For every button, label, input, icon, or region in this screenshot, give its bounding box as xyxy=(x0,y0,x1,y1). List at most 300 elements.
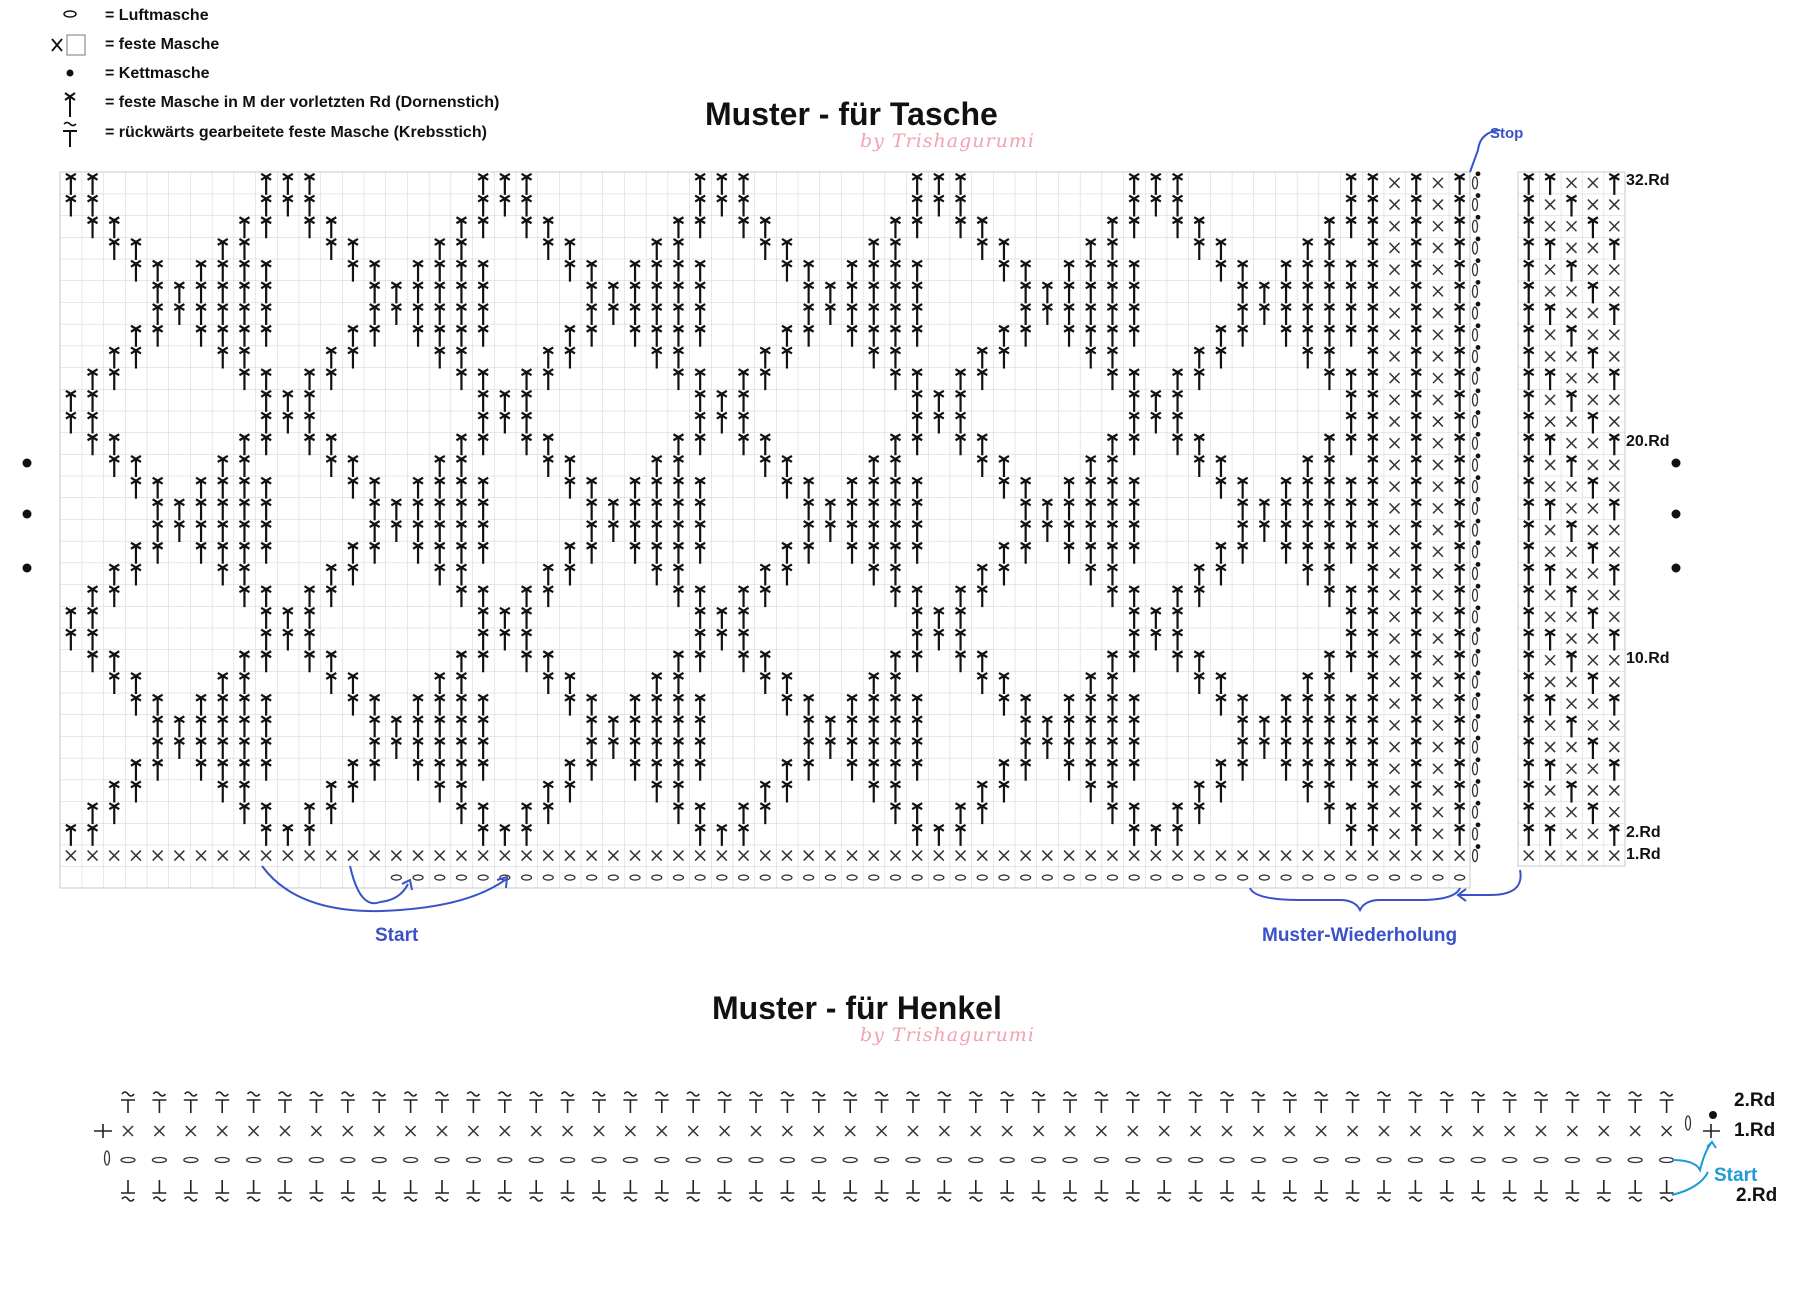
slip-stitch-mark xyxy=(1476,671,1481,676)
reverse-single-crochet-mark xyxy=(215,1180,229,1201)
side-dot xyxy=(1672,510,1681,519)
chain-mark xyxy=(1471,1158,1485,1163)
turn-stitch-mark xyxy=(1703,1124,1720,1138)
chain-mark xyxy=(1473,589,1478,601)
reverse-single-crochet-mark xyxy=(1660,1180,1674,1201)
single-crochet-mark xyxy=(971,1126,981,1136)
slip-stitch-mark xyxy=(1476,519,1481,524)
reverse-single-crochet-mark xyxy=(1377,1092,1391,1113)
chain-mark xyxy=(1473,806,1478,818)
reverse-single-crochet-mark xyxy=(1377,1180,1391,1201)
reverse-single-crochet-mark xyxy=(1220,1180,1234,1201)
chain-mark xyxy=(152,1158,166,1163)
reverse-single-crochet-mark xyxy=(875,1180,889,1201)
reverse-single-crochet-mark xyxy=(718,1180,732,1201)
reverse-single-crochet-mark xyxy=(561,1180,575,1201)
slip-stitch-mark xyxy=(1476,540,1481,545)
reverse-single-crochet-mark xyxy=(718,1092,732,1113)
slip-stitch-mark xyxy=(1476,388,1481,393)
chain-mark xyxy=(1473,784,1478,796)
side-dot xyxy=(23,459,32,468)
reverse-single-crochet-mark xyxy=(1283,1092,1297,1113)
single-crochet-mark xyxy=(531,1126,541,1136)
single-crochet-mark xyxy=(1442,1126,1452,1136)
reverse-single-crochet-mark xyxy=(937,1092,951,1113)
single-crochet-mark xyxy=(1159,1126,1169,1136)
chain-mark xyxy=(498,1158,512,1163)
single-crochet-mark xyxy=(688,1126,698,1136)
handle-chart-byline: by Trishagurumi xyxy=(860,1024,1035,1046)
chain-mark xyxy=(1473,459,1478,471)
chain-mark xyxy=(655,1158,669,1163)
chain-mark xyxy=(1597,1158,1611,1163)
reverse-single-crochet-mark xyxy=(1000,1180,1014,1201)
reverse-single-crochet-mark xyxy=(1000,1092,1014,1113)
single-crochet-mark xyxy=(1505,1126,1515,1136)
reverse-single-crochet-mark xyxy=(184,1180,198,1201)
row-label-10: 10.Rd xyxy=(1626,650,1670,667)
reverse-single-crochet-mark xyxy=(1408,1180,1422,1201)
single-crochet-mark xyxy=(343,1126,353,1136)
reverse-single-crochet-mark xyxy=(121,1092,135,1113)
bag-grid-main xyxy=(60,172,1470,888)
chain-mark xyxy=(906,1158,920,1163)
handle-row-label-2: 2.Rd xyxy=(1734,1090,1776,1111)
reverse-single-crochet-mark xyxy=(498,1092,512,1113)
reverse-single-crochet-mark xyxy=(906,1180,920,1201)
single-crochet-mark xyxy=(154,1126,164,1136)
chain-mark xyxy=(1473,546,1478,558)
reverse-single-crochet-mark xyxy=(1032,1092,1046,1113)
chain-mark xyxy=(529,1158,543,1163)
reverse-single-crochet-mark xyxy=(1628,1092,1642,1113)
chain-mark xyxy=(1314,1158,1328,1163)
chain-mark xyxy=(1473,741,1478,753)
reverse-single-crochet-mark xyxy=(435,1092,449,1113)
chain-mark xyxy=(309,1158,323,1163)
reverse-single-crochet-mark xyxy=(404,1180,418,1201)
chain-mark xyxy=(1032,1158,1046,1163)
single-crochet-mark xyxy=(594,1126,604,1136)
reverse-single-crochet-mark xyxy=(1503,1092,1517,1113)
single-crochet-mark xyxy=(311,1126,321,1136)
single-crochet-mark xyxy=(1034,1126,1044,1136)
reverse-single-crochet-mark xyxy=(435,1180,449,1201)
reverse-single-crochet-mark xyxy=(749,1092,763,1113)
single-crochet-mark xyxy=(1662,1126,1672,1136)
chain-mark xyxy=(1534,1158,1548,1163)
single-crochet-mark xyxy=(939,1126,949,1136)
single-crochet-mark xyxy=(908,1126,918,1136)
chain-mark xyxy=(1473,698,1478,710)
reverse-single-crochet-mark xyxy=(969,1180,983,1201)
slip-stitch-mark xyxy=(1709,1111,1717,1119)
chain-mark xyxy=(1473,676,1478,688)
chain-mark xyxy=(1628,1158,1642,1163)
chain-mark xyxy=(278,1158,292,1163)
chain-mark xyxy=(1473,850,1478,862)
chain-mark xyxy=(1473,437,1478,449)
reverse-single-crochet-mark xyxy=(247,1180,261,1201)
reverse-single-crochet-mark xyxy=(843,1092,857,1113)
reverse-single-crochet-mark xyxy=(152,1092,166,1113)
reverse-single-crochet-mark xyxy=(1094,1180,1108,1201)
reverse-single-crochet-mark xyxy=(1346,1092,1360,1113)
reverse-single-crochet-mark xyxy=(1314,1180,1328,1201)
single-crochet-mark xyxy=(374,1126,384,1136)
slip-stitch-mark xyxy=(1476,779,1481,784)
single-crochet-mark xyxy=(280,1126,290,1136)
chain-mark xyxy=(1473,567,1478,579)
chain-mark xyxy=(1220,1158,1234,1163)
reverse-single-crochet-mark xyxy=(1126,1180,1140,1201)
chain-mark xyxy=(718,1158,732,1163)
chain-mark xyxy=(1473,481,1478,493)
slip-stitch-mark xyxy=(1476,562,1481,567)
chain-mark xyxy=(1473,264,1478,276)
chain-mark xyxy=(1440,1158,1454,1163)
reverse-single-crochet-mark xyxy=(843,1180,857,1201)
chain-mark xyxy=(1473,394,1478,406)
slip-stitch-mark xyxy=(1476,801,1481,806)
single-crochet-mark xyxy=(1379,1126,1389,1136)
side-dot xyxy=(23,510,32,519)
single-crochet-mark xyxy=(1065,1126,1075,1136)
chain-mark xyxy=(749,1158,763,1163)
handle-chart-title: Muster - für Henkel xyxy=(712,990,1002,1026)
chain-mark xyxy=(1473,242,1478,254)
single-crochet-mark xyxy=(500,1126,510,1136)
single-crochet-mark xyxy=(1253,1126,1263,1136)
reverse-single-crochet-mark xyxy=(686,1180,700,1201)
handle-start-arrow-lower xyxy=(1672,1172,1708,1195)
row-label-20: 20.Rd xyxy=(1626,433,1670,450)
slip-stitch-mark xyxy=(1476,237,1481,242)
single-crochet-mark xyxy=(468,1126,478,1136)
legend-text: = Luftmasche xyxy=(105,7,209,24)
slip-stitch-mark xyxy=(1476,844,1481,849)
single-crochet-mark xyxy=(437,1126,447,1136)
single-crochet-mark xyxy=(217,1126,227,1136)
handle-start-arrow xyxy=(1672,1142,1716,1170)
chain-mark xyxy=(1473,828,1478,840)
slip-stitch-mark xyxy=(1476,822,1481,827)
reverse-single-crochet-mark xyxy=(1660,1092,1674,1113)
reverse-single-crochet-mark xyxy=(592,1180,606,1201)
reverse-single-crochet-mark xyxy=(247,1092,261,1113)
chain-mark xyxy=(812,1158,826,1163)
side-dot xyxy=(1672,459,1681,468)
reverse-single-crochet-mark xyxy=(1565,1092,1579,1113)
reverse-single-crochet-mark xyxy=(184,1092,198,1113)
single-crochet-mark xyxy=(1473,1126,1483,1136)
reverse-single-crochet-mark xyxy=(1471,1092,1485,1113)
reverse-single-crochet-mark xyxy=(309,1180,323,1201)
turn-stitch-mark xyxy=(94,1124,112,1138)
slip-stitch-mark xyxy=(1476,757,1481,762)
reverse-single-crochet-mark xyxy=(969,1092,983,1113)
side-dot xyxy=(1672,564,1681,573)
reverse-single-crochet-mark xyxy=(341,1092,355,1113)
single-crochet-mark xyxy=(1191,1126,1201,1136)
chain-mark xyxy=(1473,350,1478,362)
reverse-single-crochet-mark xyxy=(1471,1180,1485,1201)
repeat-label: Muster-Wiederholung xyxy=(1262,925,1458,946)
single-crochet-mark xyxy=(1222,1126,1232,1136)
reverse-single-crochet-mark xyxy=(623,1092,637,1113)
single-crochet-mark xyxy=(186,1126,196,1136)
reverse-single-crochet-mark xyxy=(341,1180,355,1201)
reverse-single-crochet-mark xyxy=(812,1092,826,1113)
slip-stitch-mark xyxy=(1476,410,1481,415)
chain-mark xyxy=(1377,1158,1391,1163)
single-crochet-mark xyxy=(720,1126,730,1136)
slip-stitch-mark xyxy=(1476,193,1481,198)
slip-stitch-mark xyxy=(1476,736,1481,741)
reverse-single-crochet-mark xyxy=(1157,1180,1171,1201)
chain-mark xyxy=(1565,1158,1579,1163)
reverse-single-crochet-mark xyxy=(749,1180,763,1201)
slip-stitch-mark xyxy=(1476,367,1481,372)
reverse-single-crochet-mark xyxy=(466,1092,480,1113)
single-crochet-mark xyxy=(1536,1126,1546,1136)
chain-mark xyxy=(875,1158,889,1163)
reverse-single-crochet-mark xyxy=(278,1092,292,1113)
legend-text: = rückwärts gearbeitete feste Masche (Krebsstich) xyxy=(105,124,487,141)
reverse-single-crochet-mark xyxy=(1063,1092,1077,1113)
reverse-single-crochet-mark xyxy=(780,1092,794,1113)
chain-mark xyxy=(1157,1158,1171,1163)
chain-mark xyxy=(1660,1158,1674,1163)
reverse-single-crochet-mark xyxy=(372,1092,386,1113)
chain-mark xyxy=(1473,199,1478,211)
chain-mark xyxy=(1000,1158,1014,1163)
reverse-single-crochet-mark xyxy=(937,1180,951,1201)
chain-mark xyxy=(105,1151,110,1165)
bag-chart-title: Muster - für Tasche xyxy=(705,96,998,132)
chain-mark xyxy=(1473,524,1478,536)
stop-arrow xyxy=(1470,130,1500,172)
single-crochet-mark xyxy=(1002,1126,1012,1136)
reverse-single-crochet-mark xyxy=(1534,1180,1548,1201)
single-crochet-mark xyxy=(751,1126,761,1136)
chain-mark xyxy=(1473,177,1478,189)
single-crochet-mark xyxy=(563,1126,573,1136)
chain-mark xyxy=(1094,1158,1108,1163)
reverse-single-crochet-mark xyxy=(1189,1092,1203,1113)
single-crochet-mark xyxy=(1096,1126,1106,1136)
chain-mark xyxy=(1473,719,1478,731)
reverse-single-crochet-mark xyxy=(466,1180,480,1201)
chain-mark xyxy=(1473,502,1478,514)
slip-stitch-mark xyxy=(1476,345,1481,350)
bag-chart-byline: by Trishagurumi xyxy=(860,130,1035,152)
reverse-single-crochet-mark xyxy=(1628,1180,1642,1201)
chain-mark xyxy=(247,1158,261,1163)
chain-mark xyxy=(341,1158,355,1163)
chain-mark xyxy=(1473,611,1478,623)
reverse-single-crochet-mark xyxy=(1251,1092,1265,1113)
reverse-single-crochet-mark xyxy=(1126,1092,1140,1113)
single-crochet-mark xyxy=(1630,1126,1640,1136)
single-crochet-mark xyxy=(782,1126,792,1136)
chain-mark xyxy=(1346,1158,1360,1163)
reverse-single-crochet-mark xyxy=(1063,1180,1077,1201)
chain-mark xyxy=(592,1158,606,1163)
reverse-single-crochet-mark xyxy=(152,1180,166,1201)
legend-text: = Kettmasche xyxy=(105,65,210,82)
reverse-single-crochet-mark xyxy=(1220,1092,1234,1113)
chain-mark xyxy=(1126,1158,1140,1163)
row-label-32: 32.Rd xyxy=(1626,172,1670,189)
single-crochet-mark xyxy=(1567,1126,1577,1136)
slip-stitch-mark xyxy=(1476,605,1481,610)
reverse-single-crochet-mark xyxy=(906,1092,920,1113)
legend-text: = feste Masche xyxy=(105,36,220,53)
chain-mark xyxy=(1473,220,1478,232)
slip-stitch-mark xyxy=(1476,714,1481,719)
reverse-single-crochet-mark xyxy=(1408,1092,1422,1113)
single-crochet-mark xyxy=(249,1126,259,1136)
reverse-single-crochet-mark xyxy=(623,1180,637,1201)
reverse-single-crochet-mark xyxy=(655,1092,669,1113)
chain-mark xyxy=(1251,1158,1265,1163)
reverse-single-crochet-mark xyxy=(1440,1180,1454,1201)
slip-stitch-mark xyxy=(1476,302,1481,307)
single-crochet-mark xyxy=(1128,1126,1138,1136)
chain-mark xyxy=(466,1158,480,1163)
single-crochet-mark xyxy=(814,1126,824,1136)
single-crochet-mark xyxy=(1348,1126,1358,1136)
slip-stitch-mark xyxy=(1476,171,1481,176)
single-crochet-mark xyxy=(406,1126,416,1136)
chain-mark xyxy=(969,1158,983,1163)
reverse-single-crochet-mark xyxy=(1597,1180,1611,1201)
single-crochet-mark xyxy=(1599,1126,1609,1136)
chain-mark xyxy=(1473,763,1478,775)
reverse-single-crochet-mark xyxy=(1534,1092,1548,1113)
reverse-single-crochet-mark xyxy=(498,1180,512,1201)
chain-mark xyxy=(1686,1116,1691,1130)
chain-mark xyxy=(1063,1158,1077,1163)
single-crochet-mark xyxy=(657,1126,667,1136)
reverse-single-crochet-mark xyxy=(1314,1092,1328,1113)
single-crochet-mark xyxy=(625,1126,635,1136)
chain-mark xyxy=(780,1158,794,1163)
chain-mark xyxy=(1473,372,1478,384)
reverse-single-crochet-mark xyxy=(309,1092,323,1113)
chain-mark xyxy=(215,1158,229,1163)
chain-mark xyxy=(184,1158,198,1163)
stop-label: Stop xyxy=(1490,125,1524,142)
chain-mark xyxy=(686,1158,700,1163)
handle-start-label: Start xyxy=(1714,1165,1758,1186)
reverse-single-crochet-mark xyxy=(1503,1180,1517,1201)
reverse-single-crochet-mark xyxy=(121,1180,135,1201)
single-crochet-mark xyxy=(123,1126,133,1136)
reverse-single-crochet-mark xyxy=(561,1092,575,1113)
reverse-single-crochet-mark xyxy=(780,1180,794,1201)
reverse-single-crochet-mark xyxy=(404,1092,418,1113)
chain-mark xyxy=(1503,1158,1517,1163)
reverse-single-crochet-mark xyxy=(686,1092,700,1113)
row-label-1: 1.Rd xyxy=(1626,846,1661,863)
slip-stitch-mark xyxy=(1476,454,1481,459)
single-crochet-mark xyxy=(845,1126,855,1136)
slip-stitch-mark xyxy=(1476,627,1481,632)
reverse-single-crochet-mark xyxy=(812,1180,826,1201)
slip-stitch-mark xyxy=(1476,280,1481,285)
chain-mark xyxy=(1283,1158,1297,1163)
slip-stitch-mark xyxy=(1476,692,1481,697)
chain-mark xyxy=(561,1158,575,1163)
single-crochet-mark xyxy=(1410,1126,1420,1136)
reverse-single-crochet-mark xyxy=(215,1092,229,1113)
handle-row-label-1: 1.Rd xyxy=(1734,1120,1776,1141)
chain-mark xyxy=(1473,633,1478,645)
legend-text: = feste Masche in M der vorletzten Rd (Dornenstich) xyxy=(105,94,500,111)
reverse-single-crochet-mark xyxy=(372,1180,386,1201)
reverse-single-crochet-mark xyxy=(875,1092,889,1113)
chain-mark xyxy=(121,1158,135,1163)
slip-stitch-mark xyxy=(1476,258,1481,263)
reverse-single-crochet-mark xyxy=(278,1180,292,1201)
chain-mark xyxy=(372,1158,386,1163)
slip-stitch-mark xyxy=(1476,475,1481,480)
single-crochet-mark xyxy=(1316,1126,1326,1136)
slip-stitch-mark xyxy=(1476,432,1481,437)
handle-row-label-2-bottom: 2.Rd xyxy=(1736,1185,1778,1206)
single-crochet-mark xyxy=(877,1126,887,1136)
reverse-single-crochet-mark xyxy=(1094,1092,1108,1113)
chain-mark xyxy=(937,1158,951,1163)
single-crochet-mark xyxy=(1285,1126,1295,1136)
reverse-single-crochet-mark xyxy=(1189,1180,1203,1201)
slip-stitch-mark xyxy=(1476,497,1481,502)
chain-mark xyxy=(435,1158,449,1163)
reverse-single-crochet-mark xyxy=(1251,1180,1265,1201)
slip-stitch-mark xyxy=(1476,323,1481,328)
reverse-single-crochet-mark xyxy=(529,1180,543,1201)
reverse-single-crochet-mark xyxy=(1440,1092,1454,1113)
chain-mark xyxy=(843,1158,857,1163)
chain-mark xyxy=(1473,307,1478,319)
repeat-brace xyxy=(1250,888,1460,910)
chain-mark xyxy=(1473,416,1478,428)
reverse-single-crochet-mark xyxy=(655,1180,669,1201)
chain-mark xyxy=(1473,329,1478,341)
reverse-single-crochet-mark xyxy=(592,1092,606,1113)
reverse-single-crochet-mark xyxy=(1032,1180,1046,1201)
reverse-single-crochet-mark xyxy=(1346,1180,1360,1201)
reverse-single-crochet-mark xyxy=(1283,1180,1297,1201)
side-dot xyxy=(23,564,32,573)
reverse-single-crochet-mark xyxy=(1565,1180,1579,1201)
chain-mark xyxy=(1408,1158,1422,1163)
chain-mark xyxy=(1473,654,1478,666)
slip-stitch-mark xyxy=(1476,215,1481,220)
chain-mark xyxy=(404,1158,418,1163)
slip-stitch-mark xyxy=(1476,649,1481,654)
chain-mark xyxy=(623,1158,637,1163)
reverse-single-crochet-mark xyxy=(1597,1092,1611,1113)
row-label-2: 2.Rd xyxy=(1626,824,1661,841)
chain-mark xyxy=(1189,1158,1203,1163)
reverse-single-crochet-mark xyxy=(529,1092,543,1113)
reverse-single-crochet-mark xyxy=(1157,1092,1171,1113)
slip-stitch-mark xyxy=(1476,584,1481,589)
chain-mark xyxy=(1473,285,1478,297)
